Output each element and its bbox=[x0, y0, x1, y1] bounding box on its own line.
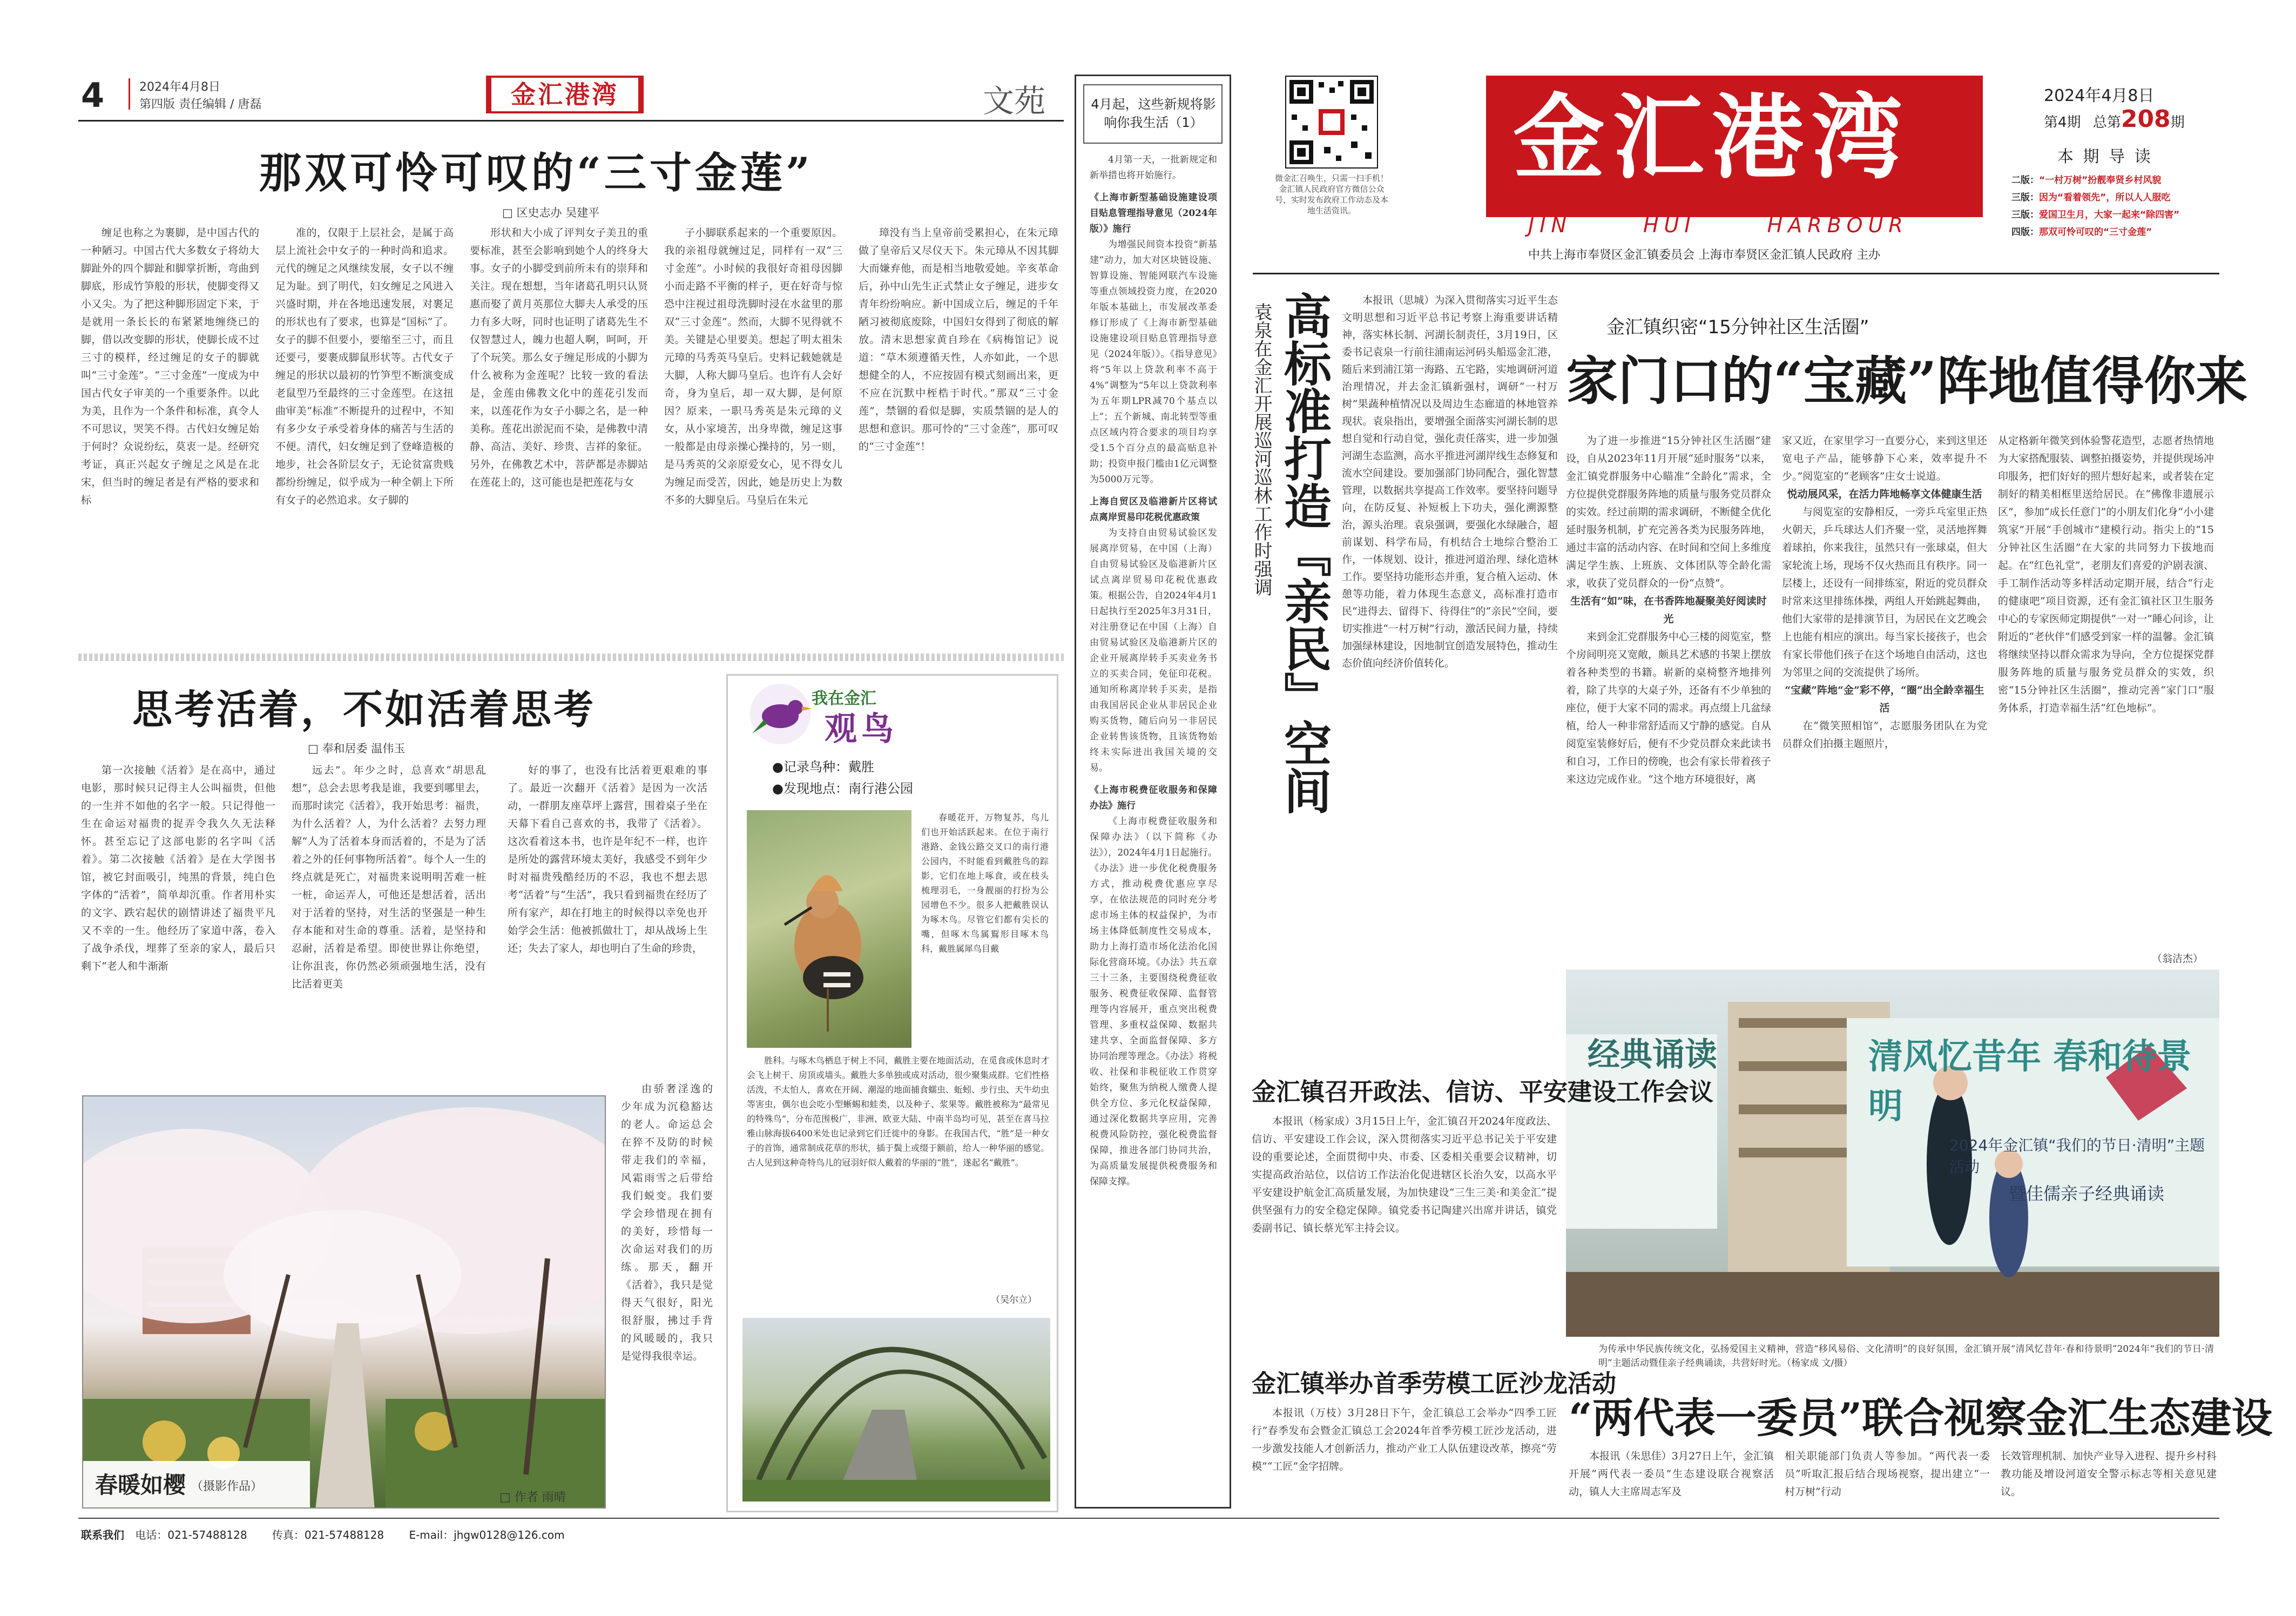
total-number: 208 bbox=[2121, 105, 2171, 133]
law-title: 金汇镇召开政法、信访、平安建设工作会议 bbox=[1252, 1078, 1714, 1106]
birdwatch-banner-main: 观鸟 bbox=[825, 710, 898, 748]
masthead-pinyin-1: JIN bbox=[1528, 213, 1572, 237]
recital-banner-sub2: 暨佳儒亲子经典诵读 bbox=[2009, 1183, 2165, 1204]
bird-logo-icon bbox=[748, 682, 813, 746]
masthead-box bbox=[1486, 76, 1983, 217]
footer-rule bbox=[78, 1518, 2219, 1519]
lotus-title: 那双可怜可叹的“三寸金莲” bbox=[259, 149, 813, 198]
guide-item-text: “一村万树”扮靓奉贤乡村风貌 bbox=[2039, 175, 2162, 186]
qr-caption: 微金汇召唤生，只需一扫手机！金汇镇人民政府官方微信公众号，实时发布政府工作动态及本地生活资讯。 bbox=[1274, 173, 1388, 216]
right-date: 2024年4月8日 bbox=[2044, 86, 2155, 105]
lotus-col-4-text: 子小脚联系起来的一个重要原因。我的亲祖母就缠过足，同样有一双“三寸金莲”。小时候的我很好奇祖母因脚小而走路不平衡的样子，更在好奇与惊恐中注视过祖母洗脚时浸在水盆里的那双“三寸金莲”。然而，大脚不见得就不美。关键是心里要美。想起了明太祖朱元璋的马秀英马皇后。史料记载她就是大脚，人称大脚马皇后。也许有人会好奇，身为皇后，却一双大脚，是何原因？原来，一职马秀英是朱元璋的义女，从小家境苦，出身卑微，缠足这事一般都是由母亲操心操持的，另一则，是马秀英的父亲原爱女心，见不得女儿为缠足而受苦，因此，她是历史上为数不多的大脚皇后。马皇后在朱元 bbox=[664, 227, 842, 506]
section-label: 文苑 bbox=[983, 83, 1046, 119]
community-sub-3: “宝藏”阵地“金”彩不停，“圈”出全龄幸福生活 bbox=[1785, 684, 1984, 714]
lotus-byline: □ 区史志办 吴建平 bbox=[502, 206, 600, 219]
patrol-vertical-title bbox=[1277, 292, 1333, 956]
hoopoe-art bbox=[747, 810, 911, 1048]
community-kicker: 金汇镇织密“15分钟社区生活圈” bbox=[1606, 317, 1869, 338]
law-text bbox=[1252, 1113, 1557, 1377]
lotus-col-3 bbox=[470, 224, 648, 645]
recital-banner-left bbox=[1588, 1029, 1717, 1075]
recital-banner-left-text: 经典诵读 bbox=[1588, 1036, 1717, 1074]
ecology-col-3 bbox=[2001, 1447, 2217, 1512]
masthead-pinyin-2: HUI bbox=[1643, 213, 1696, 237]
rules-section-1-head: 《上海市新型基础设施建设项目贴息管理指导意见（2024年版）》施行 bbox=[1090, 192, 1217, 234]
patrol-vertical-sub: 袁泉在金汇开展巡河巡林工作时强调 bbox=[1251, 302, 1272, 596]
cherry-blossom-photo bbox=[82, 1095, 606, 1509]
issue-number: 第4期 bbox=[2044, 115, 2081, 131]
lotus-col-5-text: 璋没有当上皇帝前受累担心，在朱元璋做了皇帝后又尽仪天下。朱元璋从不因其脚大而嫌弃他，而是相当地敬爱她。辛亥革命后，孙中山先生正式禁止女子缠足，进步女青年纷纷响应。新中国成立后，缠足的千年陋习被彻底废除，中国妇女得到了彻底的解放。清末思想家黄自珍在《病梅馆记》说道：“草木须遵循天性，人亦如此，一个思想健全的人，不应按固有模式刻画出来，更不应在沉默中桎梏于时代。”那双“三寸金莲”，禁锢的看似是脚，实质禁锢的是人的思想和意识。那可怜的“三寸金莲”，那可叹的“三寸金莲”！ bbox=[859, 227, 1058, 453]
lotus-col-2 bbox=[275, 224, 454, 645]
qr-code bbox=[1285, 76, 1378, 169]
guide-item-edition: 三版： bbox=[2011, 210, 2039, 220]
bird-species: ●记录鸟种：戴胜 bbox=[772, 759, 874, 775]
guide-item[interactable] bbox=[2011, 172, 2184, 189]
footer-label: 联系我们 bbox=[81, 1529, 124, 1541]
lotus-col-1 bbox=[81, 224, 259, 645]
cherry-caption-title: 春暖如樱 bbox=[95, 1472, 186, 1498]
left-editor: 第四版 责任编辑 / 唐磊 bbox=[139, 98, 262, 111]
community-text-c: 家又近，在家里学习一直要分心，来到这里还宽电子产品，能够静下心来，效率提升不少。”阅览室的“老顾客”庄女士说道。 bbox=[1782, 435, 1987, 482]
community-text-d: 与阅览室的安静相反，一旁乒乓室里正热火朝天，乒乓球达人们齐聚一堂，灵活地挥舞着球拍，你来我往，虽然只有一张球桌，但大家轮流上场，现场不仅火热而且有秩序。同一层楼上，还设有一间排练室，附近的党员群众时常来这里排练体操，两组人开始跳起舞曲，他们大家带的是排演节目，为居民在文艺晚会上也能有相应的演出。每当家长接孩子，也会有家长带他们孩子在这个场地自由活动，这也为邻里之间的交流提供了场所。 bbox=[1782, 506, 1987, 678]
guide-item-text: 因为“看着领先”，所以人人服吃 bbox=[2039, 192, 2171, 203]
guide-item[interactable] bbox=[2011, 206, 2184, 224]
patrol-text bbox=[1342, 292, 1558, 1059]
labor-title: 金汇镇举办首季劳模工匠沙龙活动 bbox=[1252, 1369, 1617, 1398]
cherry-photo-art bbox=[83, 1096, 606, 1509]
paper-badge bbox=[486, 76, 644, 113]
recital-banner-sub: 2024年金汇镇“我们的节日·清明”主题活动 bbox=[1949, 1136, 2205, 1176]
birdwatch-banner-top: 我在金汇 bbox=[812, 689, 876, 708]
cherry-caption-sub: （摄影作品） bbox=[191, 1480, 263, 1493]
rules-title: 4月起，这些新规将影响你我生活（1） bbox=[1091, 97, 1216, 130]
thinking-col-2 bbox=[292, 762, 486, 1075]
thinking-col-3-text: 好的事了，也没有比活着更艰难的事了。最近一次翻开《活着》是因为一次活动，一群朋友座草坪上露营，围着桌子坐在天幕下看自己喜欢的书，我带了《活着》。这次看着这本书，也许是年纪不一样，也许是所处的露营环境太美好，我感受不到年少时对福贵残酷经历的不忍，我也不想去思考“活着”与“生活”，我只看到福贵在经历了所有家产，却在打地主的时候得以幸免也开始学会生活：他被抓做壮丁，却从战场上生还；失去了家人，却也明白了生命的珍贵， bbox=[508, 764, 707, 954]
thinking-col-3 bbox=[508, 762, 707, 1075]
community-title: 家门口的“宝藏”阵地值得你来 bbox=[1566, 351, 2248, 412]
recital-banner-right bbox=[1868, 1029, 2214, 1205]
hoopoe-photo bbox=[747, 810, 911, 1048]
patrol-text-p: 本报讯（思城）为深入贯彻落实习近平生态文明思想和习近平总书记考察上海重要讲话精神，落实林长制、河湖长制责任，3月19日，区委书记袁泉一行前往浦南运河码头船巡金汇港，随后来到浦江第一海路、五宅路，实地调研河道治理情况，并去金汇镇新强村，调研“一村万树”果蔬种植情况以及周边生态廊道的林地管养现状。袁泉指出，要增强全面落实河湖长制的思想自觉和行动自觉，强化责任落实，进一步加强河湖生态监测，高水平推进河湖岸线生态修复和流水空间建设。要加强部门协同配合，强化智慧管理，以数据共享提高工作效率。要坚持问题导向，在防反复、补短板上下功夫，强化溯源整治，源头治理。袁泉强调，要强化水绿融合，超前谋划、科学布局，有机结合土地综合整治工作，一体规划、设计，推进河道治理、绿化造林工作。要坚持功能形态并重，复合植入运动、休憩等功能，着力体现生态意义，高标准打造市民“进得去、留得下、待得住”的“亲民”空间，要切实推进“一村万树”行动，激活民间力量，持续加强绿林建设，因地制宜创造发展特色，推动生态价值向经济价值转化。 bbox=[1342, 294, 1558, 669]
masthead-title: 金汇港湾 bbox=[1513, 84, 1911, 192]
bird-text-side-p: 春暖花开，万物复苏，鸟儿们也开始活跃起来。在位于南行港路、金钱公路交叉口的南行港公园内，不时能看到戴胜鸟的踪影，它们在地上啄食，或在枝头梳理羽毛，一身靓丽的打扮为公园增色不少。很多人把戴胜误认为啄木鸟。尽管它们都有尖长的嘴，但啄木鸟属鴷形目啄木鸟科，戴胜属犀鸟目戴 bbox=[921, 812, 1049, 954]
rules-section-3-head: 《上海市税费征收服务和保障办法》施行 bbox=[1090, 785, 1217, 811]
qr-code-icon bbox=[1286, 77, 1377, 167]
arch-path-photo bbox=[742, 1318, 1050, 1501]
footer-contact bbox=[81, 1526, 565, 1542]
rules-section-1-text: 为增强民间资本投资“新基建”动力，加大对区块链设施、智算设施、智能网联汽车设施等重点领域投资力度，在2020年版本基础上，市发展改革委修订形成了《上海市新型基础设施建设项目贴息管理指导意见（2024年版）》。《指导意见》将“5年以上贷款利率不高于4%”调整为“5年以上贷款利率为五年期LPR减70个基点以上”；五个新城、南北转型等重点区域内符合要求的项目均享受1.5个百分点的最高贴息补助；投资申报门槛由1亿元调整为5000万元等。 bbox=[1090, 239, 1217, 485]
footer-email[interactable]: E-mail：jhgw0128@126.com bbox=[409, 1529, 565, 1541]
ecology-text-c: 长效管理机制、加快产业导入进程、提升乡村科教功能及增设河道安全警示标志等相关意见建议。 bbox=[2001, 1450, 2217, 1498]
law-text-p: 本报讯（杨家成）3月15日上午，金汇镇召开2024年度政法、信访、平安建设工作会议，深入贯彻落实习近平总书记关于平安建设的重要论述，全面贯彻中央、市委、区委相关重要会议精神，切实提高政治站位，以信访工作法治化促进辖区长治久安，以高水平平安建设护航金汇高质量发展，为加快建设“三生三美·和美金汇”提供坚强有力的安全稳定保障。镇党委书记陶建兴出席并讲话，镇党委副书记、镇长蔡光军主持会议。 bbox=[1252, 1115, 1557, 1234]
ecology-col-1 bbox=[1569, 1447, 1774, 1512]
thinking-col-4 bbox=[621, 1080, 713, 1501]
bird-text-full bbox=[747, 1053, 1049, 1291]
guide-item-edition: 四版： bbox=[2011, 227, 2039, 238]
footer-phone: 电话：021-57488128 bbox=[135, 1529, 247, 1541]
recital-photo bbox=[1566, 969, 2219, 1337]
header-divider-v bbox=[129, 78, 130, 110]
lotus-col-2-text: 准的，仅限于上层社会，是属于高层上流社会中女子的一种时尚和追求。元代的缠足之风继续发展，女子以不缠足为耻。到了明代，妇女缠足之风进入兴盛时期，并在各地迅速发展，对裹足的形状也有了要求，也算是“国标”了。女子的脚不但要小，要缩至三寸，而且还要弓，要裹成脚鼠形状等。古代女子缠足的形状以最初的竹笋型不断演变成老鼠型乃至最终的三寸金莲型。在这扭曲审美“标准”不断提升的过程中，不知有多少女子承受着身体的痛苦与生活的不便。清代，妇女缠足到了登峰造极的地步，社会各阶层女子，无论贫富贵贱都纷纷缠足，似乎成为一种全朝上下所有女子的必然追求。女子脚的 bbox=[275, 227, 454, 506]
community-text-b: 来到金汇党群服务中心三楼的阅览室，整个房间明亮又宽敞，颇具艺术感的书架上摆放着各种类型的书籍。崭新的桌椅整齐地排列着，除了共享的大桌子外，还备有不少单独的座位，便于大家不同的需求。再点缀上几盆绿植，给人一种非常舒适而又宁静的感觉。自从阅览室装修好后，便有不少党员群众来此读书和自习，工作日的傍晚，也会有家长带着孩子来这边完成作业。“这个地方环境很好，离 bbox=[1566, 631, 1771, 785]
total-label: 总第 bbox=[2092, 115, 2121, 131]
recital-banner-main: 清风忆昔年 春和待景明 bbox=[1868, 1036, 2192, 1127]
masthead-pinyin-3: HARBOUR bbox=[1767, 213, 1908, 237]
bird-text-full-p: 胜科。与啄木鸟栖息于树上不同，戴胜主要在地面活动，在觅食或休息时才会飞上树干、房顶或墙头。戴胜大多单独或成对活动，很少聚集成群。它们性格活泼，不太怕人，喜欢在开阔、潮湿的地面捕食蠕虫、蚯蚓、步行虫、天牛幼虫等害虫，偶尔也会吃小型蜥蜴和蛙类，以及种子、浆果等。戴胜被称为“最常见的特殊鸟”，分布范围极广，非洲、欧亚大陆、中南半岛均可见，甚至在喜马拉雅山脉海拔6400米处也记录到它们迁徙中的身影。在我国古代，“胜”是一种女子的首饰，通常制成花草的形状，插于鬓上或缀于额前，给人一种华丽的感觉。古人见到这种奇特鸟儿的冠羽好似人戴着的华丽的“胜”，遂起名“戴胜”。 bbox=[747, 1055, 1049, 1168]
guide-title: 本 期 导 读 bbox=[2057, 147, 2153, 166]
ecology-text-a: 本报讯（朱思佳）3月27日上午，金汇镇开展“两代表一委员”生态建设联合视察活动，镇人大主席周志军及 bbox=[1569, 1450, 1774, 1498]
masthead-pinyin bbox=[1528, 213, 1993, 237]
guide-list bbox=[2011, 172, 2184, 241]
right-issue bbox=[2044, 105, 2185, 133]
lotus-col-3-text: 形状和大小成了评判女子美丑的重要标准，甚至会影响到她个人的终身大事。女子的小脚受到前所未有的崇拜和关注。现在想想，当年诸葛孔明只认贤惠而娶了黄月英那位大脚夫人承受的压力有多大呀，同时也证明了诸葛先生不仅智慧过人，魄力也超人啊，呵呵，开了个玩笑。那么女子缠足形成的小脚为什么被称为金莲呢？比较一致的看法是，金莲由佛教文化中的莲花引发而来，以莲花作为女子小脚之名，是一种美称。莲花出淤泥而不染，是佛教中清静、高洁、美好、珍贵、吉祥的象征。另外，在佛教艺术中，菩萨都是赤脚站在莲花上的，这可能也是把莲花与女 bbox=[470, 227, 648, 488]
recital-photo-caption: 为传承中华民族传统文化，弘扬爱国主义精神，营造“移风易俗、文化清明”的良好氛围，金汇镇开展“清风忆昔年·春和待景明”2024年“我们的节日·清明”主题活动暨佳亲子经典诵读，共营好时光。（杨家成 文/摄） bbox=[1598, 1344, 2214, 1369]
ecology-col-2 bbox=[1785, 1447, 1990, 1512]
guide-item-text: 爱国卫生月，大家一起来“除四害” bbox=[2039, 210, 2180, 220]
bird-location: ●发现地点：南行港公园 bbox=[772, 781, 913, 796]
patrol-title-c: 空间 bbox=[1277, 719, 1333, 814]
rules-section-2-head: 上海自贸区及临港新片区将试点离岸贸易印花税优惠政策 bbox=[1090, 496, 1217, 523]
guide-item-edition: 三版： bbox=[2011, 192, 2039, 203]
rules-section-2-text: 为支持自由贸易试验区发展离岸贸易，在中国（上海）自由贸易试验区及临港新片区试点离岸贸易印花税优惠政策。根据公告，自2024年4月1日起执行至2025年3月31日，对注册登记在中国（上海）自由贸易试验区及临港新片区的企业开展离岸转手买卖业务书立的买卖合同，免征印花税。通知所称离岸转手买卖，是指由我国居民企业从非居民企业购买货物，随后向另一非居民企业转售该货物，且该货物始终未实际进出我国关境的交易。 bbox=[1090, 528, 1217, 773]
thinking-col-1 bbox=[81, 762, 275, 1075]
left-header-rule bbox=[78, 120, 1064, 122]
left-date: 2024年4月8日 bbox=[139, 80, 220, 94]
bird-text-side bbox=[921, 810, 1049, 1051]
ecology-title: “两代表一委员”联合视察金汇生态建设 bbox=[1569, 1394, 2273, 1442]
ecology-text-b: 相关职能部门负责人等参加。“两代表一委员”听取汇报后结合现场视察，提出建立“一村万树”行动 bbox=[1785, 1450, 1990, 1498]
right-header-rule bbox=[1253, 273, 2219, 274]
community-text-a: 为了进一步推进“15分钟社区生活圈”建设，自从2023年11月开展“延时服务”以来，金汇镇党群服务中心瞄准“全龄化”需求，全方位提供党群服务阵地的质量与服务党员群众的实效。经过前期的需求调研，不断健全优化延时服务机制，扩充完善各类为民服务阵地，通过丰富的活动内容、在时间和空间上多维度满足学生族、上班族、文体团队等全龄化需求，收获了党员群众的一份“点赞”。 bbox=[1566, 435, 1771, 589]
guide-item[interactable] bbox=[2011, 189, 2184, 206]
page-number: 4 bbox=[81, 76, 105, 115]
rules-body bbox=[1090, 152, 1217, 1503]
lotus-bottom-rule bbox=[78, 654, 1064, 661]
community-sub-1: 生活有“如”味，在书香阵地凝聚美好阅读时光 bbox=[1570, 595, 1767, 625]
community-text-e: 在“微笑照相馆”，志愿服务团队在为党员群众们拍摄主题照片， bbox=[1782, 720, 1987, 750]
community-col-2 bbox=[1782, 432, 1987, 972]
guide-item-text: 那双可怜可叹的“三寸金莲” bbox=[2039, 227, 2152, 238]
thinking-col-4-text: 由骄奢淫逸的少年成为沉稳豁达的老人。命运总会在猝不及防的时候带走我们的幸福，风霜雨雪之后带给我们蜕变。我们要学会珍惜现在拥有的美好，珍惜每一次命运对我们的历练。那天，翻开《活着》，我只是觉得天气很好，阳光很舒服，拂过手背的风暖暖的，我只是觉得我很幸运。 bbox=[621, 1083, 713, 1362]
community-credit: （翁洁杰） bbox=[2152, 953, 2204, 965]
paper-badge-text: 金汇港湾 bbox=[491, 78, 638, 111]
arch-path-art bbox=[742, 1318, 1050, 1501]
community-col-1 bbox=[1566, 432, 1771, 972]
birdwatch-logo bbox=[748, 682, 926, 746]
labor-text bbox=[1252, 1404, 1557, 1512]
labor-text-p: 本报讯（万枝）3月28日下午，金汇镇总工会举办“四季工匠行”春季发布会暨金汇镇总工会2024年首季劳模工匠沙龙活动，进一步激发技能人才创新活力，推动产业工人队伍建设改革，擦亮“劳模”“工匠”金字招牌。 bbox=[1252, 1407, 1557, 1472]
footer-fax: 传真：021-57488128 bbox=[272, 1529, 384, 1541]
lotus-col-1-text: 缠足也称之为裹脚，是中国古代的一种陋习。中国古代大多数女子将幼大脚趾外的四个脚趾和脚掌折断，弯曲到脚底，形成竹笋般的形状，使脚变得又小又尖。为了把这种脚形固定下来，于是就用一条长长的布紧紧地缠绕已的脚，借以改变脚的形状，使脚长成不过三寸的模样，经过缠足的女子的脚就叫“三寸金莲”。“三寸金莲”一度成为中国古代女子审美的一个重要条件。以此为美，且作为一个条件和标准，真令人不可思议，哭笑不得。古代妇女缠足始于何时？众说纷纭，莫衷一是。经研究考证，真正兴起女子缠足之风是在北宋，但当时的缠足者是有严格的要求和标 bbox=[81, 227, 259, 506]
rules-section-3-text: 《上海市税费征收服务和保障办法》（以下简称《办法》），2024年4月1日起施行。《办法》进一步优化税费服务方式，推动税费优惠应享尽享，在依法规范的同时充分考虑市场主体的权益保护，为市场主体降低制度性交易成本，助力上海打造市场化法治化国际化营商环境。《办法》共五章三十三条，主要围绕税费征收服务、税费征收保障、监督管理等内容展开，重点突出税费管理、多重权益保障、数据共建共享、全面监督保障、多方协同治理等理念。《办法》将税收、社保和非税征收工作贯穿始终，聚焦为纳税人缴费人提供全方位、多元化权益保障，通过深化数据共享应用，完善税费风险防控，强化税费监督保障，推进各部门协同共治，为高质量发展提供税费服务和保障支撑。 bbox=[1090, 816, 1217, 1187]
cherry-caption-box bbox=[83, 1461, 310, 1509]
thinking-title: 思考活着，不如活着思考 bbox=[132, 686, 596, 733]
rules-intro: 4月第一天，一批新规定和新举措也将开始施行。 bbox=[1090, 154, 1217, 181]
lotus-col-4 bbox=[664, 224, 842, 645]
thinking-col-2-text: 远去”。年少之时，总喜欢“胡思乱想”，总会去思考我是谁，我要到哪里去，而那时读完《活着》，我开始思考：福贵，为什么活着？人，为什么活着？去努力理解“人为了活着本身而活着的，不是为了活着之外的任何事物所活着”。每个人一生的终点就是死亡，对福贵来说明明苦难一桩一桩，命运弄人，可他还是想活着，活出对于活着的坚持，对生活的坚强是一种生存本能和对生命的尊重。活着，是坚持和忍耐，活着是希望。即使世界让你绝望，让你沮丧，你仍然必须顽强地生活，没有比活着更美 bbox=[292, 764, 486, 990]
community-sub-2: 悦动展风采，在活力阵地畅享文体健康生活 bbox=[1787, 488, 1982, 500]
community-text-f: 从定格新年微笑到体验警花造型，志愿者热情地为大家搭配服装、调整拍摄姿势，并提供现场冲印服务，把们好好的照片想好起来，或者装在定制好的精美相框里送给居民。在“佛像非遗展示区”，参加“成长任意门”的小朋友们化身“小小建筑家”开展“手创城市”建模行动。指尖上的“15分钟社区生活圈”在大家的共同努力下拔地而起。在“红色礼堂”，老朋友们喜爱的沪剧表演、手工制作活动等多样活动定期开展，结合“行走的健康吧”项目资源，还有金汇镇社区卫生服务中心的专家医师定期提供“一对一”睡心问诊，让附近的“老伙伴”们感受到家一样的温馨。金汇镇将继续坚持以群众需求为导向，全方位提探党群服务阵地的质量与服务党员群众的实效，织密“15分钟社区生活圈”，推动完善“家门口”服务体系，打造幸福生活“红色地标”。 bbox=[1998, 435, 2214, 714]
lotus-col-5 bbox=[859, 224, 1058, 645]
total-suffix: 期 bbox=[2170, 115, 2185, 131]
guide-item-edition: 二版： bbox=[2011, 175, 2039, 186]
community-col-3 bbox=[1998, 432, 2214, 972]
masthead-sponsor: 中共上海市奉贤区金汇镇委员会 上海市奉贤区金汇镇人民政府 主办 bbox=[1528, 248, 1880, 262]
guide-item[interactable] bbox=[2011, 224, 2184, 241]
patrol-title-a: 高标准打造 bbox=[1277, 292, 1333, 529]
bird-credit: （吴尔立） bbox=[991, 1295, 1037, 1305]
cherry-credit: □ 作者 雨晴 bbox=[499, 1491, 566, 1504]
thinking-byline: □ 奉和居委 温伟玉 bbox=[308, 742, 406, 755]
patrol-title-b: 『亲民』 bbox=[1277, 529, 1333, 719]
thinking-col-1-text: 第一次接触《活着》是在高中，通过电影，那时候只记得主人公叫福贵，但他的一生并不如他的名字一般。只记得他一生在命运对福贵的捉弄令我久久无法释怀。甚至忘记了这部电影的名字叫《活着》。第二次接触《活着》是在大学图书馆，被它封面吸引，纯黑的背景，纯白色字体的“活着”，简单却沉重。作者用朴实的文字、跌宕起伏的剧情讲述了福贵平凡又不幸的一生。他经历了家道中落，卷入了战争杀伐，埋葬了至亲的家人，最后只剩下“老人和牛渐渐 bbox=[81, 764, 275, 972]
